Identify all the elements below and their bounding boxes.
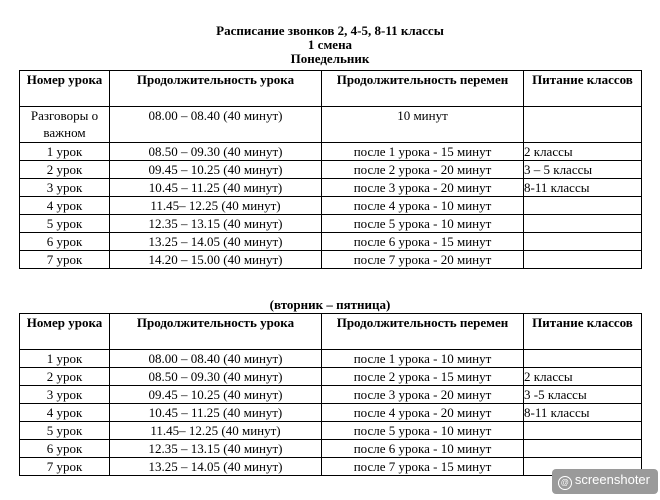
food-classes-cell [524,422,642,440]
break-duration-cell: 10 минут [322,107,524,143]
col-header-breaks: Продолжительность перемен [322,71,524,107]
food-classes-cell [524,107,642,143]
break-duration-cell: после 3 урока - 20 минут [322,179,524,197]
break-duration-cell: после 2 урока - 20 минут [322,161,524,179]
break-duration-cell: после 7 урока - 15 минут [322,458,524,476]
food-classes-cell [524,215,642,233]
break-duration-cell: после 3 урока - 20 минут [322,386,524,404]
lesson-number-cell: Разговоры о важном [20,107,110,143]
lesson-number-cell: 6 урок [20,440,110,458]
lesson-number-cell: 6 урок [20,233,110,251]
food-classes-cell [524,233,642,251]
lesson-time-cell: 08.50 – 09.30 (40 минут) [110,143,322,161]
break-duration-cell: после 7 урока - 20 минут [322,251,524,269]
lesson-time-cell: 13.25 – 14.05 (40 минут) [110,458,322,476]
table-row [20,161,642,179]
table-row [20,386,642,404]
lesson-number-cell: 3 урок [20,386,110,404]
break-duration-cell: после 2 урока - 15 минут [322,368,524,386]
col-header-breaks: Продолжительность перемен [322,314,524,350]
break-duration-cell: после 5 урока - 10 минут [322,215,524,233]
col-header-food: Питание классов [524,71,642,107]
food-classes-cell [524,197,642,215]
table-row [20,251,642,269]
table-row [20,458,642,476]
break-duration-cell: после 4 урока - 20 минут [322,404,524,422]
monday-label: Понедельник [290,51,370,66]
weekdays-label: (вторник – пятница) [269,297,391,312]
food-classes-cell [524,350,642,368]
lesson-time-cell: 10.45 – 11.25 (40 минут) [110,179,322,197]
lesson-time-cell: 08.50 – 09.30 (40 минут) [110,368,322,386]
break-duration-cell: после 1 урока - 15 минут [322,143,524,161]
lesson-number-cell: 1 урок [20,350,110,368]
lesson-time-cell: 14.20 – 15.00 (40 минут) [110,251,322,269]
lesson-time-cell: 13.25 – 14.05 (40 минут) [110,233,322,251]
lesson-number-cell: 2 урок [20,368,110,386]
lesson-time-cell: 11.45– 12.25 (40 минут) [110,422,322,440]
col-header-number: Номер урока [20,314,110,350]
lesson-time-cell: 12.35 – 13.15 (40 минут) [110,215,322,233]
shift-label: 1 смена [307,37,353,52]
table-row [20,107,642,143]
table-header-row [20,314,642,350]
lesson-number-cell: 7 урок [20,458,110,476]
break-duration-cell: после 6 урока - 15 минут [322,233,524,251]
lesson-number-cell: 3 урок [20,179,110,197]
col-header-number: Номер урока [20,71,110,107]
lesson-number-cell: 5 урок [20,422,110,440]
lesson-time-cell: 10.45 – 11.25 (40 минут) [110,404,322,422]
col-header-duration: Продолжительность урока [110,314,322,350]
lesson-time-cell: 09.45 – 10.25 (40 минут) [110,161,322,179]
table-row [20,404,642,422]
break-duration-cell: после 5 урока - 10 минут [322,422,524,440]
col-header-food: Питание классов [524,314,642,350]
break-duration-cell: после 6 урока - 10 минут [322,440,524,458]
table-row [20,368,642,386]
lesson-number-cell: 1 урок [20,143,110,161]
screenshoter-watermark [552,469,658,494]
col-header-duration: Продолжительность урока [110,71,322,107]
break-duration-cell: после 1 урока - 10 минут [322,350,524,368]
watermark-text: screenshoter [574,472,650,487]
page-title: Расписание звонков 2, 4-5, 8-11 классы [216,23,444,38]
table-row [20,143,642,161]
lesson-time-cell: 08.00 – 08.40 (40 минут) [110,107,322,143]
table-row [20,233,642,251]
table-row [20,197,642,215]
food-classes-cell: 3 -5 классы [524,386,642,404]
table-row [20,350,642,368]
table-header-row [20,71,642,107]
lesson-number-cell: 5 урок [20,215,110,233]
lesson-number-cell: 4 урок [20,197,110,215]
table-row [20,440,642,458]
weekday-schedule-table [19,313,642,476]
food-classes-cell: 8-11 классы [524,404,642,422]
lesson-number-cell: 4 урок [20,404,110,422]
lesson-time-cell: 09.45 – 10.25 (40 минут) [110,386,322,404]
break-duration-cell: после 4 урока - 10 минут [322,197,524,215]
food-classes-cell [524,251,642,269]
lesson-number-cell: 7 урок [20,251,110,269]
food-classes-cell: 2 классы [524,143,642,161]
lesson-time-cell: 12.35 – 13.15 (40 минут) [110,440,322,458]
lesson-time-cell: 11.45– 12.25 (40 минут) [110,197,322,215]
table-row [20,215,642,233]
food-classes-cell: 3 – 5 классы [524,161,642,179]
food-classes-cell: 8-11 классы [524,179,642,197]
camera-icon: @ [558,476,572,490]
table-row [20,179,642,197]
food-classes-cell: 2 классы [524,368,642,386]
monday-schedule-table [19,70,642,269]
lesson-time-cell: 08.00 – 08.40 (40 минут) [110,350,322,368]
lesson-number-cell: 2 урок [20,161,110,179]
food-classes-cell [524,440,642,458]
table-row [20,422,642,440]
